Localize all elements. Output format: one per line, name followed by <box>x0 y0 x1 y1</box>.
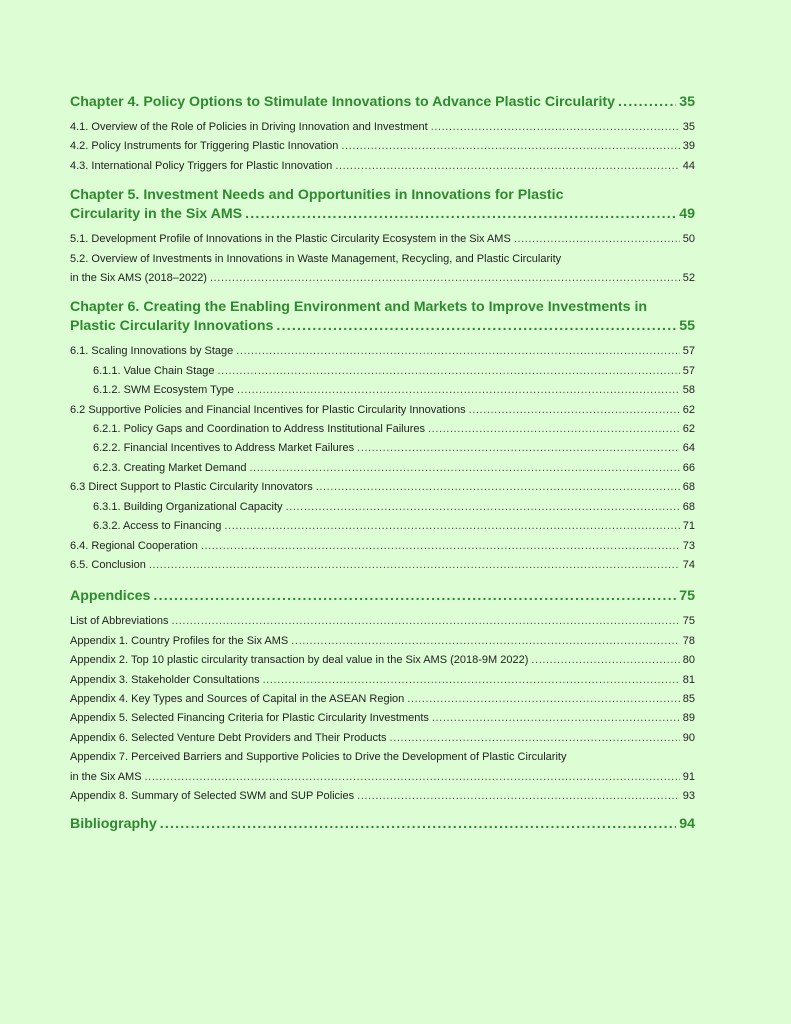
dot-leader <box>149 556 680 575</box>
toc-entry-label: 6.1.2. SWM Ecosystem Type <box>93 384 235 397</box>
toc-entry-4-1[interactable] <box>70 118 695 137</box>
dot-leader <box>276 317 676 336</box>
toc-appendices-heading[interactable] <box>70 587 695 606</box>
dot-leader <box>316 478 680 497</box>
toc-entry-6-1-2[interactable] <box>70 381 695 400</box>
toc-entry-label: 4.1. Overview of the Role of Policies in Driving Innovation and Investment <box>70 121 428 133</box>
toc-entry-6-1-1[interactable] <box>70 362 695 381</box>
toc-entry-page: 66 <box>682 461 695 474</box>
toc-entry-page: 73 <box>682 539 695 552</box>
dot-leader <box>237 381 680 400</box>
toc-entry-label: 6.2.1. Policy Gaps and Coordination to Address Institutional Failures <box>93 423 426 436</box>
bibliography-page: 94 <box>679 816 695 833</box>
toc-entry-appendix-8[interactable] <box>70 787 695 806</box>
toc-entry-label: Appendix 8. Summary of Selected SWM and SUP Policies <box>70 789 355 802</box>
dot-leader <box>201 537 680 556</box>
toc-entry-page: 57 <box>682 364 695 377</box>
dot-leader <box>291 632 679 651</box>
toc-entry-page: 90 <box>682 731 695 744</box>
toc-entry-5-1[interactable] <box>70 230 695 249</box>
appendices-page: 75 <box>679 588 695 605</box>
dot-leader <box>335 157 679 176</box>
toc-entry-page: 58 <box>682 384 695 397</box>
toc-entry-label: 6.2.2. Financial Incentives to Address Market Failures <box>93 442 355 455</box>
toc-chapter-5-heading[interactable] <box>70 186 695 224</box>
toc-entry-label: Appendix 4. Key Types and Sources of Capital in the ASEAN Region <box>70 692 405 705</box>
toc-entry-label: 6.3.2. Access to Financing <box>93 520 222 533</box>
toc-entry-4-2[interactable] <box>70 137 695 156</box>
toc-entry-label: 6.2.3. Creating Market Demand <box>93 461 247 474</box>
dot-leader <box>263 671 680 690</box>
toc-entry-label: Appendix 2. Top 10 plastic circularity transaction by deal value in the Six AMS (2018-9M 2022) <box>70 654 529 667</box>
chapter-6-title-line1: Chapter 6. Creating the Enabling Environment and Markets to Improve Investments in <box>70 299 648 316</box>
toc-entry-page: 35 <box>682 121 695 133</box>
dot-leader <box>469 401 680 420</box>
toc-entry-label: 4.3. International Policy Triggers for Plastic Innovation <box>70 159 333 172</box>
toc-entry-appendix-7[interactable] <box>70 748 695 787</box>
table-of-contents <box>70 93 695 834</box>
toc-entry-page: 89 <box>682 712 695 725</box>
toc-entry-page: 39 <box>682 140 695 153</box>
toc-entry-abbreviations[interactable] <box>70 612 695 631</box>
toc-entry-6-3-2[interactable] <box>70 517 695 536</box>
dot-leader <box>428 420 680 439</box>
toc-entry-page: 50 <box>682 233 695 246</box>
toc-entry-page: 68 <box>682 481 695 494</box>
toc-entry-page: 71 <box>682 520 695 533</box>
dot-leader <box>390 729 680 748</box>
appendices-title: Appendices <box>70 588 151 605</box>
toc-entry-label: 4.2. Policy Instruments for Triggering Plastic Innovation <box>70 140 339 153</box>
toc-entry-label: Appendix 6. Selected Venture Debt Providers and Their Products <box>70 731 387 744</box>
toc-entry-label: 6.1.1. Value Chain Stage <box>93 364 215 377</box>
toc-entry-4-3[interactable] <box>70 157 695 176</box>
chapter-4-title: Chapter 4. Policy Options to Stimulate Innovations to Advance Plastic Circularity <box>70 94 616 110</box>
toc-entry-label: 6.2 Supportive Policies and Financial Incentives for Plastic Circularity Innovations <box>70 403 466 416</box>
dot-leader <box>218 362 680 381</box>
toc-entry-label: Appendix 1. Country Profiles for the Six AMS <box>70 634 289 647</box>
chapter-5-title-line1: Chapter 5. Investment Needs and Opportunities in Innovations for Plastic <box>70 187 564 204</box>
toc-entry-6-2[interactable] <box>70 401 695 420</box>
dot-leader <box>357 439 680 458</box>
toc-entry-page: 78 <box>682 634 695 647</box>
chapter-6-page: 55 <box>679 318 695 335</box>
toc-entry-page: 74 <box>682 558 695 571</box>
dot-leader <box>249 459 679 478</box>
dot-leader <box>236 342 679 361</box>
toc-entry-6-5[interactable] <box>70 556 695 575</box>
toc-entry-6-1[interactable] <box>70 342 695 361</box>
toc-entry-page: 81 <box>682 673 695 686</box>
toc-entry-6-4[interactable] <box>70 537 695 556</box>
toc-entry-page: 75 <box>682 615 695 628</box>
dot-leader <box>432 709 680 728</box>
toc-entry-page: 62 <box>682 403 695 416</box>
toc-entry-6-2-2[interactable] <box>70 439 695 458</box>
toc-entry-label: 6.1. Scaling Innovations by Stage <box>70 345 234 358</box>
toc-chapter-6-heading[interactable] <box>70 298 695 336</box>
toc-entry-appendix-1[interactable] <box>70 632 695 651</box>
toc-entry-page: 68 <box>682 500 695 513</box>
toc-entry-label: 6.3.1. Building Organizational Capacity <box>93 500 283 513</box>
toc-entry-label: 6.3 Direct Support to Plastic Circularity Innovators <box>70 481 313 494</box>
toc-entry-label-line1: 5.2. Overview of Investments in Innovations in Waste Management, Recycling, and Plastic Circularity <box>70 252 562 265</box>
toc-bibliography-heading[interactable] <box>70 815 695 834</box>
toc-entry-page: 52 <box>682 272 695 285</box>
toc-entry-page: 80 <box>682 654 695 667</box>
dot-leader <box>145 768 680 787</box>
toc-entry-5-2[interactable] <box>70 250 695 289</box>
dot-leader <box>224 517 679 536</box>
bibliography-title: Bibliography <box>70 816 157 833</box>
toc-entry-6-3[interactable] <box>70 478 695 497</box>
toc-entry-page: 93 <box>682 789 695 802</box>
toc-entry-appendix-3[interactable] <box>70 671 695 690</box>
toc-entry-label: 5.1. Development Profile of Innovations in the Plastic Circularity Ecosystem in the Six AMS <box>70 233 511 246</box>
toc-entry-6-2-1[interactable] <box>70 420 695 439</box>
dot-leader <box>357 787 680 806</box>
dot-leader <box>618 93 676 112</box>
toc-entry-page: 85 <box>682 692 695 705</box>
dot-leader <box>171 612 679 631</box>
dot-leader <box>407 690 679 709</box>
toc-entry-page: 57 <box>682 345 695 358</box>
dot-leader <box>153 587 676 606</box>
dot-leader <box>286 498 680 517</box>
toc-entry-page: 64 <box>682 442 695 455</box>
dot-leader <box>514 230 680 249</box>
toc-entry-label: Appendix 5. Selected Financing Criteria for Plastic Circularity Investments <box>70 712 429 725</box>
toc-entry-page: 62 <box>682 423 695 436</box>
dot-leader <box>245 205 676 224</box>
toc-entry-page: 91 <box>682 770 695 783</box>
toc-chapter-4-heading[interactable] <box>70 93 695 112</box>
toc-entry-6-2-3[interactable] <box>70 459 695 478</box>
toc-entry-6-3-1[interactable] <box>70 498 695 517</box>
toc-entry-label-line2: in the Six AMS <box>70 770 142 783</box>
toc-entry-label: Appendix 3. Stakeholder Consultations <box>70 673 260 686</box>
chapter-6-title-line2: Plastic Circularity Innovations <box>70 318 274 335</box>
toc-entry-appendix-6[interactable] <box>70 729 695 748</box>
toc-entry-label: 6.4. Regional Cooperation <box>70 539 198 552</box>
toc-entry-appendix-4[interactable] <box>70 690 695 709</box>
toc-entry-appendix-5[interactable] <box>70 709 695 728</box>
chapter-4-page: 35 <box>679 94 695 110</box>
dot-leader <box>431 118 680 137</box>
dot-leader <box>531 651 679 670</box>
toc-entry-label: 6.5. Conclusion <box>70 558 146 571</box>
chapter-5-title-line2: Circularity in the Six AMS <box>70 206 243 223</box>
toc-entry-label-line1: Appendix 7. Perceived Barriers and Supportive Policies to Drive the Development of Plastic Circularity <box>70 751 567 764</box>
dot-leader <box>160 815 677 834</box>
toc-entry-label-line2: in the Six AMS (2018–2022) <box>70 272 207 285</box>
dot-leader <box>210 269 680 288</box>
toc-entry-label: List of Abbreviations <box>70 615 169 628</box>
dot-leader <box>341 137 679 156</box>
toc-entry-page: 44 <box>682 159 695 172</box>
toc-entry-appendix-2[interactable] <box>70 651 695 670</box>
chapter-5-page: 49 <box>679 206 695 223</box>
